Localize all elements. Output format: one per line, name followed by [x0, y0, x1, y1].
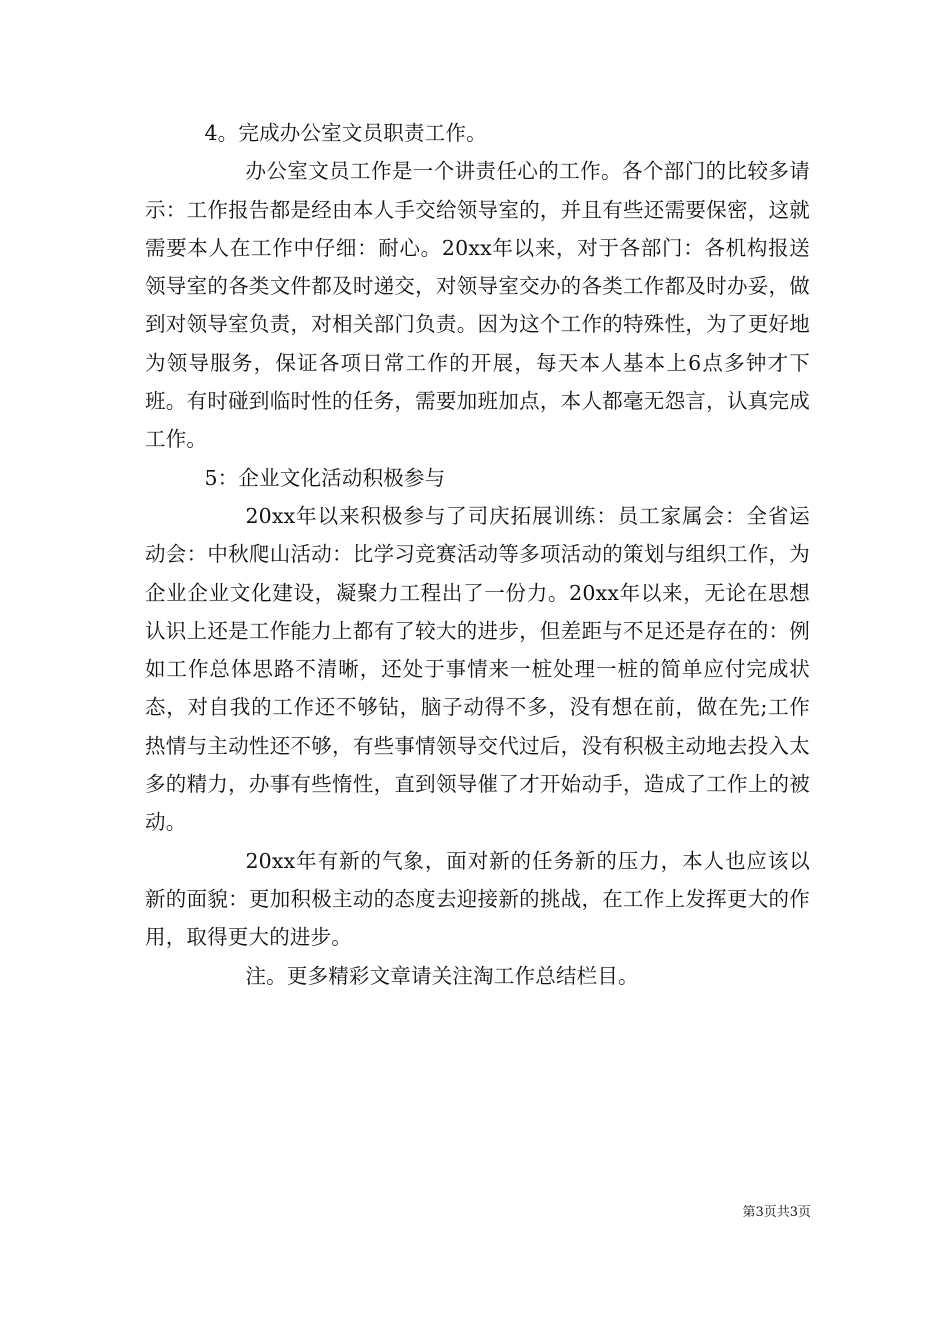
- document-body: [145, 114, 810, 995]
- page-number: 第3页共3页: [742, 1205, 811, 1220]
- paragraph-culture-activities: 20xx年以来积极参与了司庆拓展训练：员工家属会：全省运动会：中秋爬山活动：比学习竞赛活动等多项活动的策划与组织工作，为企业企业文化建设，凝聚力工程出了一份力。20xx年以来，无论在思想认识上还是工作能力上都有了较大的进步，但差距与不足还是存在的：例如工作总体思路不清晰，还处于事情来一桩处理一桩的简单应付完成状态，对自我的工作还不够钻，脑子动得不多，没有想在前，做在先;工作热情与主动性还不够，有些事情领导交代过后，没有积极主动地去投入太多的精力，办事有些惰性，直到领导催了才开始动手，造成了工作上的被动。: [145, 503, 810, 835]
- paragraph-office-clerk-duties: 办公室文员工作是一个讲责任心的工作。各个部门的比较多请示：工作报告都是经由本人手交给领导室的，并且有些还需要保密，这就需要本人在工作中仔细：耐心。20xx年以来，对于各部门：各机构报送领导室的各类文件都及时递交，对领导室交办的各类工作都及时办妥，做到对领导室负责，对相关部门负责。因为这个工作的特殊性，为了更好地为领导服务，保证各项日常工作的开展，每天本人基本上6点多钟才下班。有时碰到临时性的任务，需要加班加点，本人都毫无怨言，认真完成工作。: [145, 159, 810, 452]
- paragraph-new-year-outlook: 20xx年有新的气象，面对新的任务新的压力，本人也应该以新的面貌：更加积极主动的态度去迎接新的挑战，在工作上发挥更大的作用，取得更大的进步。: [145, 848, 810, 950]
- section-heading-5: 5：企业文化活动积极参与: [204, 465, 446, 490]
- section-heading-4: 4。完成办公室文员职责工作。: [204, 121, 487, 145]
- paragraph-note: 注。更多精彩文章请关注淘工作总结栏目。: [245, 963, 639, 988]
